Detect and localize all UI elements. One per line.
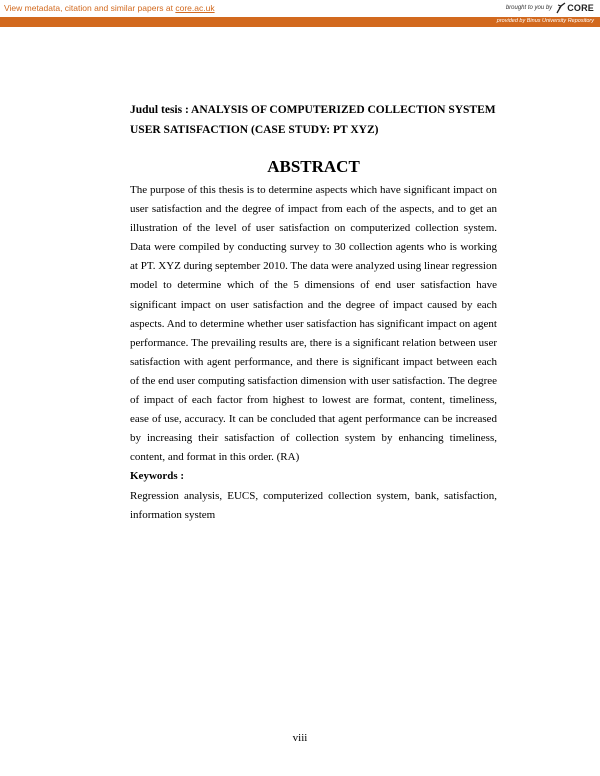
thesis-title-line-1: Judul tesis : ANALYSIS OF COMPUTERIZED COLLECTION SYSTEM [130,104,496,116]
core-brand-name: CORE [567,3,594,13]
core-provided-by: provided by Binus University Repository [496,18,594,24]
abstract-body: The purpose of this thesis is to determine aspects which have significant impact on user satisfaction and the degree of impact from each of the aspects, and to get an illustration of the level of user satisfaction on computerized collection system. Data were compiled by conducting survey to 30 collection agents who is working at PT. XYZ during september 2010. The data were analyzed using linear regression model to determine which of the 5 dimensions of end user satisfaction have significant impact on user satisfaction and the degree of impact caused by each aspects. And to determine whether user satisfaction has significant impact on agent performance. The prevailing results are, there is a significant relation between user satisfaction with agent performance, and there is significant impact between each of the end user computing satisfaction dimension with user satisfaction. The degree of impact of each factor from highest to lowest are format, content, timeliness, ease of use, accuracy. It can be concluded that agent performance can be increased by increasing their satisfaction of collection system by enhancing timeliness, content, and format in this order. (RA) [130,184,497,464]
thesis-title [130,100,497,140]
page-number: viii [292,732,308,744]
abstract-heading: ABSTRACT [267,157,360,176]
core-brand[interactable] [506,2,594,14]
keywords-heading: Keywords : [130,470,185,483]
core-metadata-link[interactable]: core.ac.uk [175,3,215,13]
core-metadata-text: View metadata, citation and similar papers at [4,3,173,13]
core-provider-bar [0,17,600,27]
core-logo-icon [556,2,566,14]
core-brought-by: brought to you by [505,5,553,11]
keywords-body: Regression analysis, EUCS, computerized collection system, bank, satisfaction, information system [130,489,497,521]
page-content [130,100,497,525]
core-metadata-notice [4,3,215,13]
core-banner [0,0,600,17]
thesis-title-line-2: USER SATISFACTION (CASE STUDY: PT XYZ) [130,124,379,136]
